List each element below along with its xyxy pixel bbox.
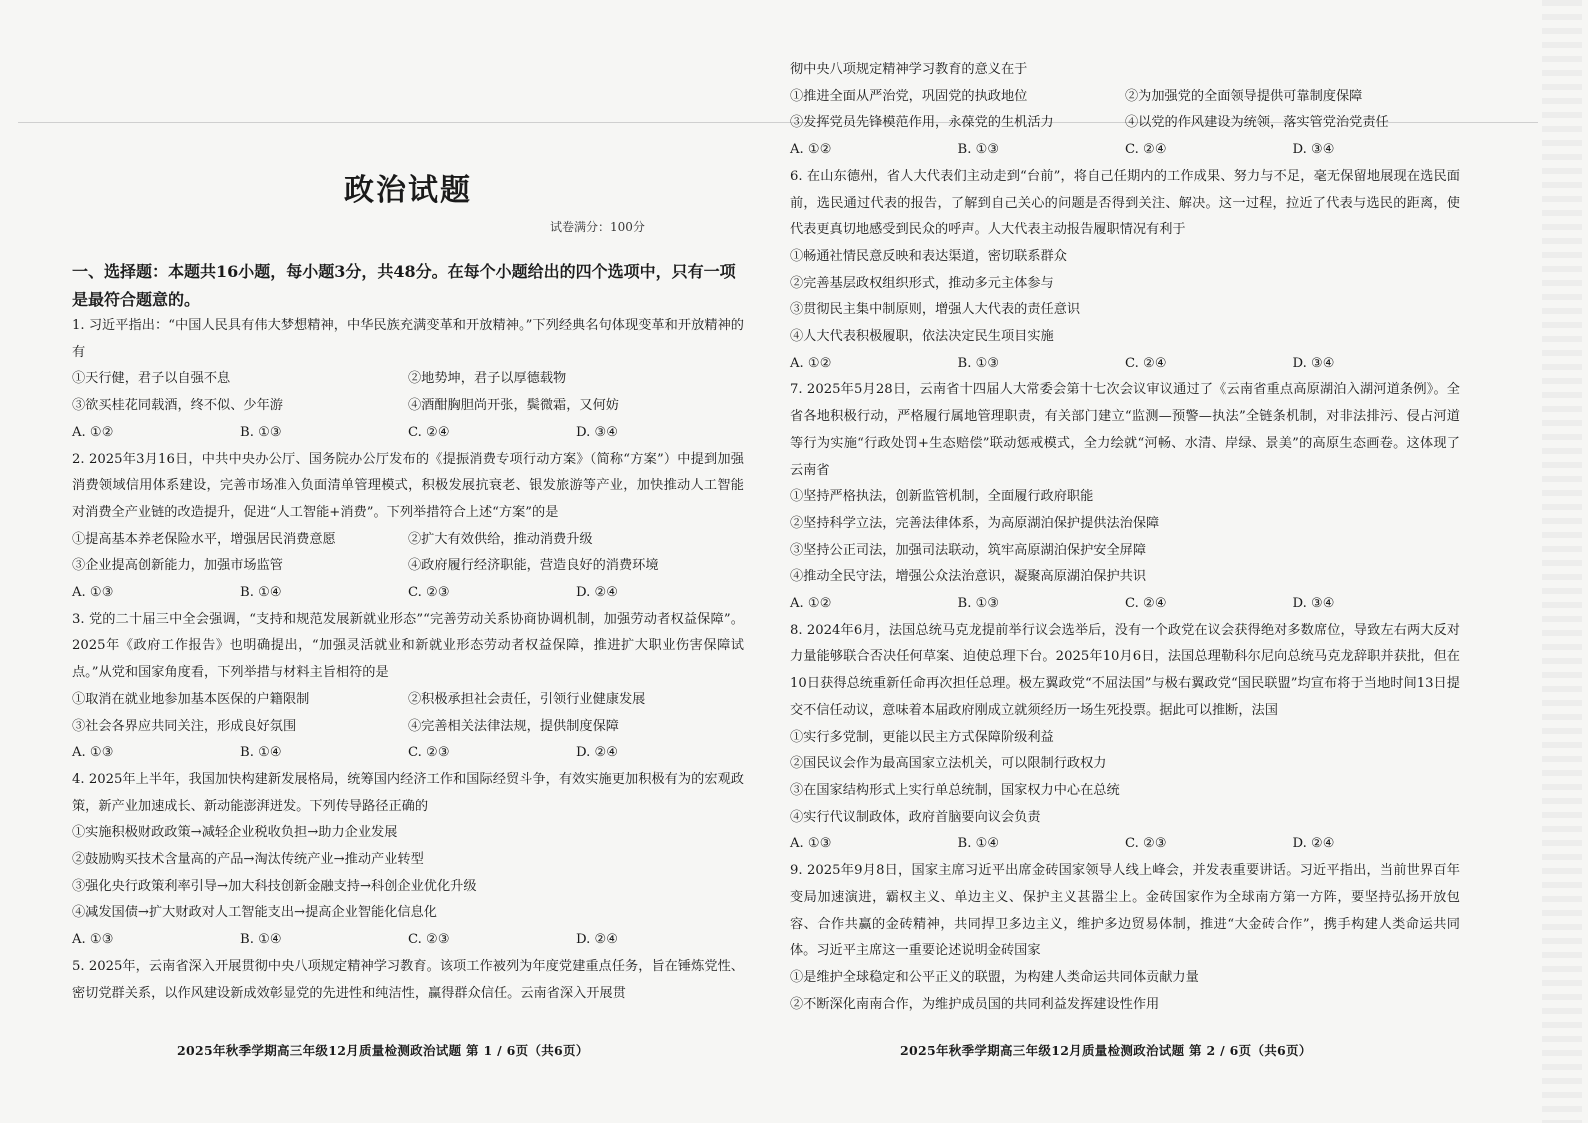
question-3-choice-c: C. ②③ [408, 745, 450, 761]
question-2-choice-a: A. ①③ [72, 585, 114, 601]
question-5-statement-1: ①推进全面从严治党，巩固党的执政地位 [790, 88, 1028, 104]
question-8-choices [790, 831, 1460, 858]
question-4-choice-a: A. ①③ [72, 932, 114, 948]
question-7-stem: 7. 2025年5月28日，云南省十四届人大常委会第十七次会议审议通过了《云南省重点高原湖泊入湖河道条例》。全省各地积极行动，严格履行属地管理职责，有关部门建立“监测—预警—执法”全链条机制，对非法排污、侵占河道等行为实施“行政处罚+生态赔偿”联动惩戒模式，全力绘就“河畅、水清、岸绿、景美”的高原生态画卷。这体现了云南省 [790, 382, 1460, 478]
question-2-statement-4: ④政府履行经济职能，营造良好的消费环境 [408, 558, 659, 574]
question-5-choice-b: B. ①③ [957, 142, 1000, 158]
question-3-statement-3: ③社会各界应共同关注，形成良好氛围 [72, 718, 297, 734]
question-4-choices [72, 927, 744, 954]
question-1-stem: 1. 习近平指出：“中国人民具有伟大梦想精神，中华民族充满变革和开放精神。”下列经典名句体现变革和开放精神的有 [72, 318, 744, 360]
question-6-choice-c: C. ②④ [1125, 355, 1167, 371]
question-1-statement-2: ②地势坤，君子以厚德载物 [408, 371, 567, 387]
question-8-choice-a: A. ①③ [790, 836, 832, 852]
question-5-statements-a [790, 84, 1460, 111]
question-3-statements-b [72, 714, 744, 741]
question-7-choice-d: D. ③④ [1292, 596, 1335, 612]
question-4-choice-d: D. ②④ [576, 932, 619, 948]
question-9-statement-2: ②不断深化南南合作，为维护成员国的共同利益发挥建设性作用 [790, 996, 1160, 1012]
question-2-choices [72, 580, 744, 607]
question-6-statement-3: ③贯彻民主集中制原则，增强人大代表的责任意识 [790, 302, 1081, 318]
question-9-statement-1: ①是维护全球稳定和公平正义的联盟，为构建人类命运共同体贡献力量 [790, 969, 1199, 985]
question-1-statement-4: ④酒酣胸胆尚开张，鬓微霜，又何妨 [408, 398, 619, 414]
question-8-statement-1: ①实行多党制，更能以民主方式保障阶级利益 [790, 729, 1054, 745]
question-9-stem: 9. 2025年9月8日，国家主席习近平出席金砖国家领导人线上峰会，并发表重要讲话。习近平指出，当前世界百年变局加速演进，霸权主义、单边主义、保护主义甚嚣尘上。金砖国家作为全球南方第一方阵，要坚持弘扬开放包容、合作共赢的金砖精神，共同捍卫多边主义，维护多边贸易体制，推进“大金砖合作”，携手构建人类命运共同体。习近平主席这一重要论述说明金砖国家 [790, 863, 1460, 959]
question-7-statement-4: ④推动全民守法，增强公众法治意识，凝聚高原湖泊保护共识 [790, 569, 1147, 585]
footer-page-2: 2025年秋季学期高三年级12月质量检测政治试题 第 2 / 6页（共6页） [900, 1043, 1312, 1058]
left-page [72, 0, 744, 1123]
question-5-statement-2: ②为加强党的全面领导提供可靠制度保障 [1125, 88, 1363, 104]
question-5-statements-b [790, 110, 1460, 137]
question-6-stem: 6. 在山东德州，省人大代表们主动走到“台前”，将自己任期内的工作成果、努力与不足，毫无保留地展现在选民面前，选民通过代表的报告，了解到自己关心的问题是否得到关注、解决。这一过程，拉近了代表与选民的距离，使代表更真切地感受到民众的呼声。人大代表主动报告履职情况有利于 [790, 168, 1460, 238]
question-7-choice-c: C. ②④ [1125, 596, 1167, 612]
question-5-statement-3: ③发挥党员先锋模范作用，永葆党的生机活力 [790, 115, 1054, 131]
question-2-statements-a [72, 527, 744, 554]
scanned-page-edge [1542, 0, 1582, 1123]
left-question-flow [72, 313, 744, 1007]
exam-title: 政治试题 [344, 173, 472, 208]
question-7-choices [790, 591, 1460, 618]
question-8-statement-4: ④实行代议制政体，政府首脑要向议会负责 [790, 809, 1041, 825]
question-3-choice-b: B. ①④ [240, 745, 282, 761]
question-3-choice-d: D. ②④ [576, 745, 619, 761]
question-1-statements-a [72, 366, 744, 393]
right-page [790, 0, 1460, 1123]
question-6-choice-d: D. ③④ [1292, 355, 1335, 371]
question-6-choice-b: B. ①③ [957, 355, 1000, 371]
question-6-statement-1: ①畅通社情民意反映和表达渠道，密切联系群众 [790, 248, 1067, 264]
question-1-statement-3: ③欲买桂花同载酒，终不似、少年游 [72, 398, 283, 414]
question-5-choice-d: D. ③④ [1292, 142, 1335, 158]
question-5-stem-end: 彻中央八项规定精神学习教育的意义在于 [790, 62, 1028, 77]
question-4-choice-c: C. ②③ [408, 932, 450, 948]
question-8-choice-d: D. ②④ [1292, 836, 1335, 852]
question-2-statement-2: ②扩大有效供给，推动消费升级 [408, 531, 593, 547]
question-1-statements-b [72, 393, 744, 420]
right-question-flow [790, 57, 1460, 1018]
question-6-statement-4: ④人大代表积极履职，依法决定民生项目实施 [790, 329, 1054, 345]
question-4-choice-b: B. ①④ [240, 932, 282, 948]
question-1-statement-1: ①天行健，君子以自强不息 [72, 371, 231, 387]
question-1-choice-b: B. ①③ [240, 424, 282, 440]
question-3-choice-a: A. ①③ [72, 745, 114, 761]
question-7-choice-a: A. ①② [790, 596, 832, 612]
question-7-statement-2: ②坚持科学立法，完善法律体系，为高原湖泊保护提供法治保障 [790, 515, 1160, 531]
question-2-statement-1: ①提高基本养老保险水平，增强居民消费意愿 [72, 531, 336, 547]
question-7-choice-b: B. ①③ [957, 596, 1000, 612]
question-3-statement-4: ④完善相关法律法规，提供制度保障 [408, 718, 619, 734]
question-8-stem: 8. 2024年6月，法国总统马克龙提前举行议会选举后，没有一个政党在议会获得绝对多数席位，导致左右两大反对力量能够联合否决任何草案、迫使总理下台。2025年10月6日，法国总理勒科尔尼向总统马克龙辞职并获批，但在10日获得总统重新任命再次担任总理。极左翼政党“不屈法国”与极右翼政党“国民联盟”均宣布将于当地时间13日提交不信任动议，意味着本届政府刚成立就须经历一场生死投票。据此可以推断，法国 [790, 622, 1460, 718]
question-2-statements-b [72, 553, 744, 580]
full-score: 试卷满分：100分 [550, 220, 645, 234]
question-3-statements-a [72, 687, 744, 714]
question-4-statement-4: ④减发国债→扩大财政对人工智能支出→提高企业智能化信息化 [72, 905, 437, 921]
question-1-choices [72, 420, 744, 447]
question-8-choice-b: B. ①④ [957, 836, 1000, 852]
question-8-choice-c: C. ②③ [1125, 836, 1167, 852]
question-7-statement-1: ①坚持严格执法，创新监管机制，全面履行政府职能 [790, 489, 1094, 505]
question-2-choice-c: C. ②③ [408, 585, 450, 601]
question-4-statement-1: ①实施积极财政政策→减轻企业税收负担→助力企业发展 [72, 825, 398, 841]
question-3-stem: 3. 党的二十届三中全会强调，“支持和规范发展新就业形态”“完善劳动关系协商协调机制，加强劳动者权益保障”。2025年《政府工作报告》也明确提出，“加强灵活就业和新就业形态劳动者权益保障，推进扩大职业伤害保障试点。”从党和国家角度看，下列举措与材料主旨相符的是 [72, 611, 744, 681]
question-4-statement-3: ③强化央行政策利率引导→加大科技创新金融支持→科创企业优化升级 [72, 878, 477, 894]
question-8-statement-2: ②国民议会作为最高国家立法机关，可以限制行政权力 [790, 756, 1107, 772]
question-2-stem: 2. 2025年3月16日，中共中央办公厅、国务院办公厅发布的《提振消费专项行动方案》（简称“方案”）中提到加强消费领域信用体系建设，完善市场准入负面清单管理模式，积极发展抗衰老、银发旅游等产业，加快推动人工智能对消费全产业链的改造提升，促进“人工智能+消费”。下列举措符合上述“方案”的是 [72, 451, 744, 520]
question-5-stem-start: 5. 2025年，云南省深入开展贯彻中央八项规定精神学习教育。该项工作被列为年度党建重点任务，旨在锤炼党性、密切党群关系，以作风建设新成效彰显党的先进性和纯洁性，赢得群众信任。云南省深入开展贯 [72, 958, 744, 1001]
question-5-statement-4: ④以党的作风建设为统领，落实管党治党责任 [1125, 115, 1389, 131]
question-3-statement-2: ②积极承担社会责任，引领行业健康发展 [408, 691, 646, 707]
question-8-statement-3: ③在国家结构形式上实行单总统制，国家权力中心在总统 [790, 782, 1120, 798]
question-7-statement-3: ③坚持公正司法，加强司法联动，筑牢高原湖泊保护安全屏障 [790, 542, 1147, 558]
question-4-statement-2: ②鼓励购买技术含量高的产品→淘汰传统产业→推动产业转型 [72, 852, 424, 868]
question-2-choice-d: D. ②④ [576, 585, 619, 601]
footer-page-1: 2025年秋季学期高三年级12月质量检测政治试题 第 1 / 6页（共6页） [177, 1043, 589, 1058]
question-2-choice-b: B. ①④ [240, 585, 282, 601]
question-4-stem: 4. 2025年上半年，我国加快构建新发展格局，统筹国内经济工作和国际经贸斗争，有效实施更加积极有为的宏观政策，新产业加速成长、新动能澎湃迸发。下列传导路径正确的 [72, 771, 744, 814]
question-5-choice-a: A. ①② [790, 142, 832, 158]
section-heading: 一、选择题：本题共16小题，每小题3分，共48分。在每个小题给出的四个选项中，只有一项是最符合题意的。 [72, 262, 736, 309]
question-1-choice-d: D. ③④ [576, 424, 619, 440]
question-1-choice-c: C. ②④ [408, 424, 450, 440]
question-6-statement-2: ②完善基层政权组织形式，推动多元主体参与 [790, 275, 1054, 291]
question-3-statement-1: ①取消在就业地参加基本医保的户籍限制 [72, 691, 310, 707]
question-6-choices [790, 351, 1460, 378]
question-1-choice-a: A. ①② [72, 424, 114, 440]
question-5-choices [790, 137, 1460, 164]
question-6-choice-a: A. ①② [790, 355, 832, 371]
question-2-statement-3: ③企业提高创新能力，加强市场监管 [72, 558, 283, 574]
question-3-choices [72, 740, 744, 767]
question-5-choice-c: C. ②④ [1125, 142, 1167, 158]
